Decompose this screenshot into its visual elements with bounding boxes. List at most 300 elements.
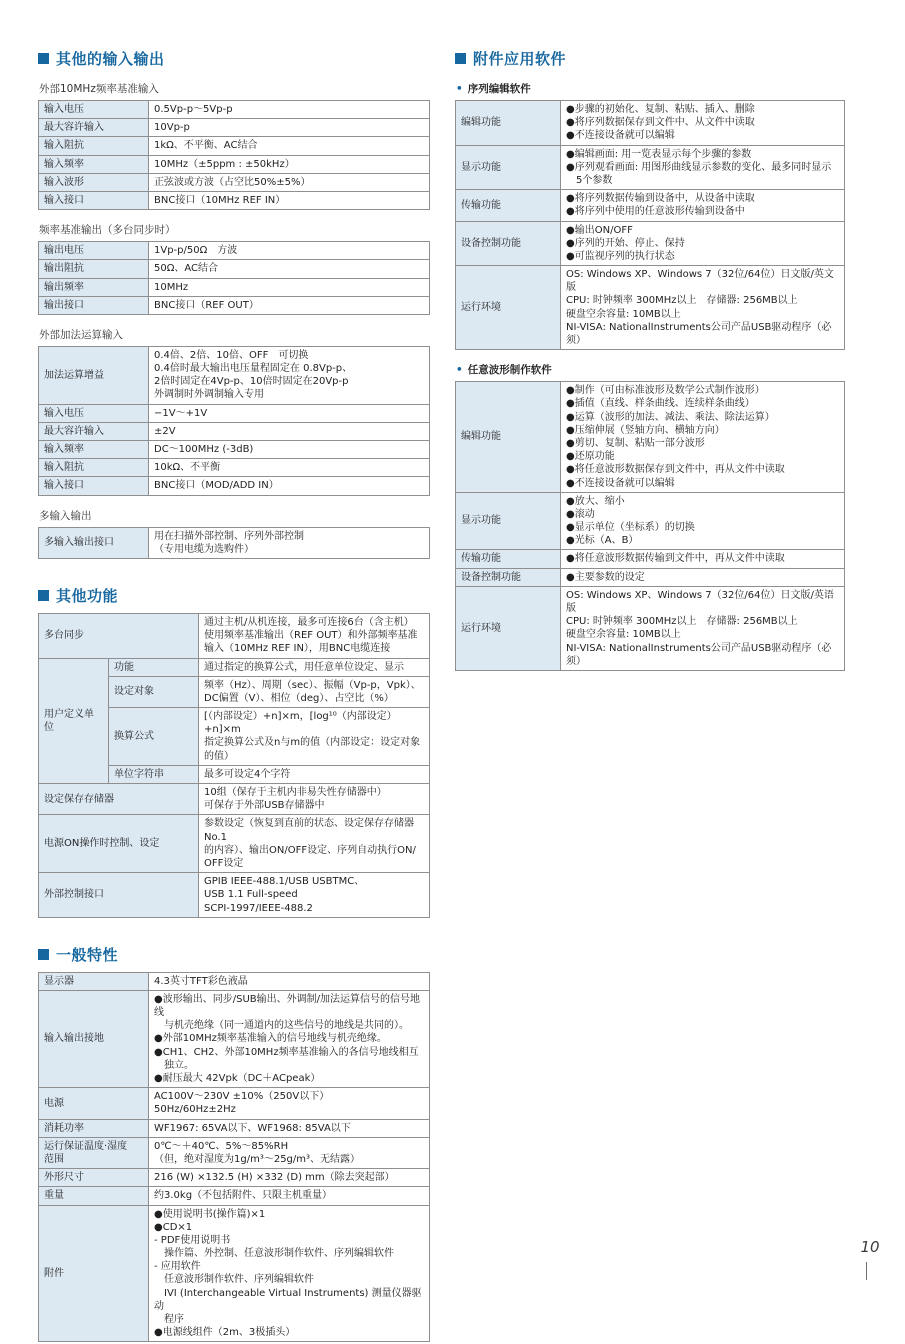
spec-label-cell bbox=[39, 658, 109, 784]
label-line: 最大容许输入 bbox=[44, 122, 104, 134]
section-marker-icon bbox=[38, 590, 49, 601]
label-line: 输入频率 bbox=[44, 158, 84, 170]
table-row bbox=[39, 477, 430, 495]
value-line: ●CD×1 bbox=[154, 1221, 193, 1233]
right-column bbox=[455, 48, 845, 673]
spec-table bbox=[38, 241, 430, 315]
section-title bbox=[455, 48, 845, 69]
label-line: 运行环境 bbox=[461, 302, 501, 314]
label-line: 输出阻抗 bbox=[44, 263, 84, 275]
value-line: ●插值（直线、样条曲线、连续样条曲线） bbox=[566, 398, 755, 410]
value-line: ●序列观看画面: 用图形曲线显示参数的变化、最多同时显示 bbox=[566, 161, 832, 173]
label-line: 换算公式 bbox=[114, 730, 154, 742]
value-line: 的值） bbox=[204, 750, 234, 762]
spec-value-cell bbox=[561, 145, 845, 190]
spec-label-cell bbox=[456, 266, 561, 350]
value-line: 输入（10MHz REF IN），用BNC电缆连接 bbox=[204, 643, 391, 655]
value-line: ●将序列数据保存到文件中、从文件中读取 bbox=[566, 117, 755, 129]
spec-value-cell bbox=[149, 441, 430, 459]
label-line: 电源ON操作时控制、设定 bbox=[44, 838, 160, 850]
value-line: - 应用软件 bbox=[154, 1261, 201, 1273]
label-line: 消耗功率 bbox=[44, 1122, 84, 1134]
spec-value-cell bbox=[149, 296, 430, 314]
value-line: 硬盘空余容量: 10MB以上 bbox=[566, 629, 681, 641]
table-subtitle: 多输入输出 bbox=[39, 509, 92, 522]
value-line: 用在扫描外部控制、序列外部控制 bbox=[154, 530, 304, 542]
table-body bbox=[456, 382, 845, 671]
spec-value-cell bbox=[149, 278, 430, 296]
value-line: 约3.0kg（不包括附件、只限主机重量） bbox=[154, 1190, 333, 1202]
section-title-text: 其他功能 bbox=[56, 586, 119, 605]
spec-value-cell bbox=[149, 137, 430, 155]
value-line: ●还原功能 bbox=[566, 451, 615, 463]
spec-label-cell bbox=[456, 492, 561, 550]
value-line: 可保存于外部USB存储器中 bbox=[204, 800, 325, 812]
spec-label-cell bbox=[39, 441, 149, 459]
section-title-text: 其他的输入输出 bbox=[56, 50, 165, 68]
spec-label-cell bbox=[39, 613, 199, 658]
value-line: NI-VISA: NationalInstruments公司产品USB驱动程序（必须） bbox=[566, 321, 832, 346]
table-row bbox=[456, 550, 845, 568]
value-line: ●将任意波形数据传输到文件中，再从文件中读取 bbox=[566, 553, 785, 565]
spec-value-cell bbox=[149, 260, 430, 278]
value-line: ●电源线组件（2m、3极插头） bbox=[154, 1327, 296, 1339]
spec-value-cell bbox=[561, 492, 845, 550]
value-line: ●将序列数据传输到设备中，从设备中读取 bbox=[566, 193, 755, 205]
spec-value-cell bbox=[561, 101, 845, 146]
value-line: 通过指定的换算公式，用任意单位设定、显示 bbox=[204, 661, 404, 673]
software-subtitle bbox=[456, 81, 845, 96]
spec-table bbox=[38, 100, 430, 210]
value-line: 硬盘空余容量: 10MB以上 bbox=[566, 308, 681, 320]
label-line: 最大容许输入 bbox=[44, 425, 104, 437]
spec-value-cell bbox=[149, 155, 430, 173]
spec-value-cell bbox=[149, 191, 430, 209]
label-line: 显示功能 bbox=[461, 161, 501, 173]
label-line: 编辑功能 bbox=[461, 117, 501, 129]
value-line: OS: Windows XP、Windows 7（32位/64位）日文版/英语版 bbox=[566, 589, 834, 614]
label-line: 外形尺寸 bbox=[44, 1172, 84, 1184]
spec-value-cell bbox=[149, 404, 430, 422]
table-row bbox=[39, 1088, 430, 1119]
spec-label-cell bbox=[39, 1119, 149, 1137]
table-row bbox=[456, 586, 845, 670]
label-line: 多输入输出接口 bbox=[44, 537, 114, 549]
spec-value-cell bbox=[199, 708, 430, 766]
value-line: −1V～+1V bbox=[154, 407, 208, 419]
spec-label-cell bbox=[39, 242, 149, 260]
value-line: ●光标（A、B） bbox=[566, 535, 639, 547]
spec-value-cell bbox=[149, 527, 430, 558]
value-line: 最多可设定4个字符 bbox=[204, 768, 291, 780]
value-line: 0.5Vp-p～5Vp-p bbox=[154, 104, 233, 115]
table-row bbox=[39, 990, 430, 1087]
value-line: 10Vp-p bbox=[154, 122, 190, 134]
value-line: ●使用说明书(操作篇)×1 bbox=[154, 1208, 266, 1220]
spec-label-cell bbox=[39, 1137, 149, 1168]
spec-value-cell bbox=[149, 1187, 430, 1205]
value-line: 外调制时外调制输入专用 bbox=[154, 389, 264, 401]
table-row bbox=[39, 459, 430, 477]
value-line: BNC接口（REF OUT） bbox=[154, 299, 259, 311]
value-line: NI-VISA: NationalInstruments公司产品USB驱动程序（必须） bbox=[566, 642, 832, 667]
table-row bbox=[39, 346, 430, 404]
table-row bbox=[39, 873, 430, 918]
value-line: ●不连接设备就可以编辑 bbox=[566, 477, 675, 489]
spec-value-cell bbox=[149, 1205, 430, 1342]
section-title-text: 一般特性 bbox=[56, 945, 119, 964]
label-line: 显示功能 bbox=[461, 515, 501, 527]
spec-label-cell bbox=[39, 137, 149, 155]
value-line: ●滚动 bbox=[566, 508, 595, 520]
table-row bbox=[39, 278, 430, 296]
spec-value-cell bbox=[149, 119, 430, 137]
value-line: OS: Windows XP、Windows 7（32位/64位）日文版/英文版 bbox=[566, 269, 834, 294]
label-line: 输入波形 bbox=[44, 176, 84, 188]
label-line: 功能 bbox=[114, 661, 134, 673]
value-line: ●制作（可由标准波形及数学公式制作波形） bbox=[566, 385, 765, 397]
table-row bbox=[39, 242, 430, 260]
section-title-text: 附件应用软件 bbox=[473, 50, 567, 68]
value-line: ●波形输出、同步/SUB输出、外调制/加法运算信号的信号地线 bbox=[154, 993, 420, 1019]
spec-label-cell bbox=[109, 708, 199, 766]
spec-label-cell bbox=[456, 568, 561, 586]
section-marker-icon bbox=[38, 949, 49, 960]
value-line: ●显示单位（坐标系）的切换 bbox=[566, 522, 695, 534]
table-row bbox=[39, 137, 430, 155]
value-line: ●耐压最大 42Vpk（DC＋ACpeak） bbox=[154, 1073, 321, 1084]
value-line: 任意波形制作软件、序列编辑软件 bbox=[154, 1274, 314, 1286]
spec-label-cell bbox=[456, 145, 561, 190]
page-number: 10 bbox=[860, 1238, 880, 1256]
spec-value-cell bbox=[199, 765, 430, 783]
value-line: IVI (Interchangeable Virtual Instruments) 测量仪器驱动 bbox=[154, 1287, 422, 1312]
page-number-rule bbox=[866, 1262, 867, 1280]
label-line: 多台同步 bbox=[44, 630, 84, 642]
table-row bbox=[39, 260, 430, 278]
label-line: 输出频率 bbox=[44, 281, 84, 293]
spec-table bbox=[455, 100, 845, 350]
spec-label-cell bbox=[39, 404, 149, 422]
value-line: 操作篇、外控制、任意波形制作软件、序列编辑软件 bbox=[154, 1248, 394, 1260]
spec-value-cell bbox=[149, 1088, 430, 1119]
value-line: WF1967: 65VA以下、WF1968: 85VA以下 bbox=[154, 1122, 351, 1134]
spec-label-cell bbox=[39, 155, 149, 173]
value-line: ●放大、缩小 bbox=[566, 495, 625, 507]
spec-table bbox=[38, 346, 430, 496]
value-line: 10MHz（±5ppm : ±50kHz） bbox=[154, 158, 295, 170]
software-subtitle-text: 序列编辑软件 bbox=[467, 83, 531, 95]
spec-label-cell bbox=[39, 459, 149, 477]
value-line: 频率（Hz）、周期（sec）、振幅（Vp-p，Vpk）、 bbox=[204, 679, 421, 691]
value-line: ●不连接设备就可以编辑 bbox=[566, 130, 675, 142]
table-row bbox=[39, 1169, 430, 1187]
spec-table bbox=[455, 381, 845, 671]
spec-value-cell bbox=[149, 459, 430, 477]
value-line: ●运算（波形的加法、减法、乘法、除法运算） bbox=[566, 411, 775, 423]
label-line: 设定保存存储器 bbox=[44, 793, 114, 805]
spec-label-cell bbox=[39, 260, 149, 278]
spec-value-cell bbox=[149, 1169, 430, 1187]
spec-value-cell bbox=[199, 658, 430, 676]
table-body bbox=[39, 346, 430, 495]
spec-value-cell bbox=[199, 676, 430, 707]
label-line: 单位字符串 bbox=[114, 768, 164, 780]
spec-value-cell bbox=[561, 221, 845, 266]
label-line: 显示器 bbox=[44, 975, 74, 987]
bullet-icon: • bbox=[456, 83, 463, 95]
value-line: 参数设定（恢复到直前的状态、设定保存存储器No.1 bbox=[204, 818, 414, 843]
spec-label-cell bbox=[456, 550, 561, 568]
table-row bbox=[456, 382, 845, 493]
spec-value-cell bbox=[199, 815, 430, 873]
table-row bbox=[456, 190, 845, 221]
table-row bbox=[39, 1137, 430, 1168]
spec-label-cell bbox=[39, 173, 149, 191]
spec-label-cell bbox=[39, 1088, 149, 1119]
value-line: AC100V～230V ±10%（250V以下） 50Hz/60Hz±2Hz bbox=[154, 1091, 345, 1116]
value-line: 0℃～＋40℃、5%～85%RH bbox=[154, 1140, 289, 1152]
table-row bbox=[39, 296, 430, 314]
table-row bbox=[39, 658, 430, 676]
value-line: 0.4倍时最大输出电压量程固定在 0.8Vp-p、 bbox=[154, 363, 353, 375]
spec-label-cell bbox=[39, 191, 149, 209]
spec-label-cell bbox=[109, 765, 199, 783]
value-line: GPIB IEEE-488.1/USB USBTMC、 bbox=[204, 876, 365, 888]
value-line: ●主要参数的设定 bbox=[566, 571, 645, 583]
table-row bbox=[39, 404, 430, 422]
value-line: ±2V bbox=[154, 425, 176, 437]
left-column bbox=[38, 48, 430, 1344]
label-line: 输入电压 bbox=[44, 104, 84, 115]
table-row bbox=[39, 101, 430, 119]
spec-label-cell bbox=[39, 422, 149, 440]
value-line: 0.4倍、2倍、10倍、OFF 可切换 bbox=[154, 349, 309, 361]
spec-label-cell bbox=[39, 1169, 149, 1187]
value-line: 10kΩ、不平衡 bbox=[154, 462, 221, 474]
value-line: ●编辑画面: 用一览表显示每个步骤的参数 bbox=[566, 148, 752, 160]
value-line: 10MHz bbox=[154, 281, 189, 293]
label-line: 设定对象 bbox=[114, 686, 154, 698]
label-line: 编辑功能 bbox=[461, 431, 501, 443]
table-row bbox=[39, 784, 430, 815]
label-line: 范围 bbox=[44, 1153, 64, 1165]
table-row bbox=[39, 613, 430, 658]
spec-label-cell bbox=[39, 784, 199, 815]
table-subtitle: 频率基准输出（多台同步时） bbox=[39, 224, 176, 237]
spec-label-cell bbox=[39, 972, 149, 990]
label-line: 加法运算增益 bbox=[44, 369, 104, 381]
table-row bbox=[39, 1205, 430, 1342]
table-row bbox=[39, 173, 430, 191]
table-row bbox=[39, 119, 430, 137]
table-row bbox=[39, 441, 430, 459]
spec-value-cell bbox=[149, 101, 430, 119]
spec-label-cell bbox=[456, 101, 561, 146]
spec-label-cell bbox=[39, 1205, 149, 1342]
value-line: CPU: 时钟频率 300MHz以上 存储器: 256MB以上 bbox=[566, 616, 798, 628]
value-line: ●可监视序列的执行状态 bbox=[566, 250, 675, 262]
label-line: 输出接口 bbox=[44, 299, 84, 311]
value-line: [（内部设定）+n]×m，[log¹⁰（内部设定）+n]×m bbox=[204, 711, 397, 736]
label-line: 输入阻抗 bbox=[44, 140, 84, 152]
spec-value-cell bbox=[199, 784, 430, 815]
label-line: 输出电压 bbox=[44, 245, 84, 257]
spec-value-cell bbox=[149, 173, 430, 191]
label-line: 传输功能 bbox=[461, 199, 501, 211]
spec-value-cell bbox=[561, 586, 845, 670]
label-line: 运行保证温度·湿度 bbox=[44, 1140, 128, 1152]
value-line: ●外部10MHz频率基准输入的信号地线与机壳绝缘。 bbox=[154, 1033, 387, 1045]
spec-label-cell bbox=[456, 190, 561, 221]
spec-value-cell bbox=[199, 873, 430, 918]
table-body bbox=[39, 613, 430, 917]
value-line: DC偏置（V）、相位（deg）、占空比（%） bbox=[204, 692, 394, 704]
bullet-icon: • bbox=[456, 364, 463, 377]
value-line: 5个参数 bbox=[566, 174, 613, 186]
spec-label-cell bbox=[39, 101, 149, 119]
table-row bbox=[39, 191, 430, 209]
spec-value-cell bbox=[149, 972, 430, 990]
section-title bbox=[38, 585, 430, 606]
value-line: ●将任意波形数据保存到文件中，再从文件中读取 bbox=[566, 464, 785, 476]
spec-value-cell bbox=[561, 550, 845, 568]
value-line: 10组（保存于主机内非易失性存储器中） bbox=[204, 787, 387, 798]
spec-value-cell bbox=[199, 613, 430, 658]
spec-label-cell bbox=[39, 477, 149, 495]
label-line: 外部控制接口 bbox=[44, 889, 104, 901]
spec-label-cell bbox=[39, 278, 149, 296]
table-body bbox=[456, 101, 845, 350]
spec-value-cell bbox=[561, 190, 845, 221]
spec-table bbox=[38, 613, 430, 918]
table-row bbox=[456, 266, 845, 350]
spec-label-cell bbox=[39, 1187, 149, 1205]
spec-value-cell bbox=[149, 346, 430, 404]
value-line: （但，绝对湿度为1g/m³～25g/m³、无结露） bbox=[154, 1153, 361, 1165]
spec-value-cell bbox=[149, 990, 430, 1087]
table-row bbox=[456, 101, 845, 146]
value-line: DC～100MHz (-3dB) bbox=[154, 444, 254, 455]
spec-label-cell bbox=[456, 221, 561, 266]
value-line: ●CH1、CH2、外部10MHz频率基准输入的各信号地线相互 bbox=[154, 1046, 419, 1058]
label-line: 输入电压 bbox=[44, 407, 84, 419]
value-line: BNC接口（10MHz REF IN） bbox=[154, 194, 286, 206]
label-line: 传输功能 bbox=[461, 553, 501, 565]
spec-value-cell bbox=[149, 242, 430, 260]
section-marker-icon bbox=[455, 53, 466, 64]
table-row bbox=[39, 972, 430, 990]
value-line: 2倍时固定在4Vp-p、10倍时固定在20Vp-p bbox=[154, 376, 349, 388]
spec-label-cell bbox=[456, 382, 561, 493]
value-line: ●剪切、复制、粘贴一部分波形 bbox=[566, 437, 705, 449]
spec-table bbox=[38, 527, 430, 559]
value-line: ●序列的开始、停止、保持 bbox=[566, 237, 685, 249]
software-subtitle bbox=[456, 362, 845, 377]
value-line: - PDF使用说明书 bbox=[154, 1234, 231, 1246]
table-body bbox=[39, 972, 430, 1342]
label-line: 设备控制功能 bbox=[461, 571, 521, 583]
spec-value-cell bbox=[561, 382, 845, 493]
label-line: 输入阻抗 bbox=[44, 462, 84, 474]
value-line: CPU: 时钟频率 300MHz以上 存储器: 256MB以上 bbox=[566, 295, 798, 307]
spec-label-cell bbox=[39, 990, 149, 1087]
value-line: 独立。 bbox=[154, 1059, 194, 1071]
spec-label-cell bbox=[39, 873, 199, 918]
label-line: 输入接口 bbox=[44, 194, 84, 206]
label-line: 输入输出接地 bbox=[44, 1033, 104, 1045]
spec-value-cell bbox=[149, 477, 430, 495]
label-line: 重量 bbox=[44, 1190, 64, 1202]
spec-label-cell bbox=[109, 658, 199, 676]
value-line: 50Ω、AC结合 bbox=[154, 263, 219, 275]
value-line: USB 1.1 Full-speed bbox=[204, 889, 298, 901]
table-row bbox=[39, 422, 430, 440]
spec-value-cell bbox=[149, 1137, 430, 1168]
table-subtitle: 外部10MHz频率基准输入 bbox=[39, 83, 159, 95]
spec-table bbox=[38, 972, 430, 1343]
table-body bbox=[39, 527, 430, 558]
value-line: 的内容）、输出ON/OFF设定、序列自动执行ON/ bbox=[204, 844, 416, 856]
label-line: 用户定义单位 bbox=[44, 708, 94, 733]
value-line: SCPI-1997/IEEE-488.2 bbox=[204, 902, 313, 914]
value-line: ●将序列中使用的任意波形传输到设备中 bbox=[566, 206, 745, 218]
value-line: 通过主机/从机连接，最多可连接6台（含主机） bbox=[204, 616, 414, 628]
section-title bbox=[38, 48, 430, 69]
spec-label-cell bbox=[39, 296, 149, 314]
label-line: 运行环境 bbox=[461, 622, 501, 634]
table-row bbox=[456, 145, 845, 190]
value-line: 使用频率基准输出（REF OUT）和外部频率基准 bbox=[204, 630, 418, 642]
value-line: BNC接口（MOD/ADD IN） bbox=[154, 480, 279, 492]
table-row bbox=[39, 815, 430, 873]
table-row bbox=[456, 221, 845, 266]
value-line: 1Vp-p/50Ω 方波 bbox=[154, 245, 238, 257]
label-line: 输入频率 bbox=[44, 444, 84, 455]
label-line: 设备控制功能 bbox=[461, 237, 521, 249]
value-line: 指定换算公式及n与m的值（内部设定：设定对象 bbox=[204, 737, 421, 749]
table-row bbox=[39, 527, 430, 558]
value-line: ●输出ON/OFF bbox=[566, 224, 633, 236]
spec-value-cell bbox=[149, 422, 430, 440]
spec-label-cell bbox=[39, 815, 199, 873]
spec-value-cell bbox=[561, 568, 845, 586]
software-subtitle-text: 任意波形制作软件 bbox=[467, 364, 552, 377]
spec-label-cell bbox=[39, 119, 149, 137]
spec-value-cell bbox=[149, 1119, 430, 1137]
value-line: 正弦波或方波（占空比50%±5%） bbox=[154, 176, 311, 188]
spec-label-cell bbox=[39, 346, 149, 404]
value-line: 与机壳绝缘（同一通道内的这些信号的地线是共同的）。 bbox=[154, 1020, 409, 1032]
label-line: 附件 bbox=[44, 1267, 64, 1279]
section-title bbox=[38, 944, 430, 965]
value-line: ●步骤的初始化、复制、粘贴、插入、删除 bbox=[566, 104, 755, 115]
value-line: （专用电缆为选购件） bbox=[154, 543, 254, 555]
spec-label-cell bbox=[456, 586, 561, 670]
table-row bbox=[39, 1119, 430, 1137]
table-row bbox=[456, 492, 845, 550]
table-body bbox=[39, 242, 430, 315]
table-row bbox=[39, 155, 430, 173]
table-row bbox=[456, 568, 845, 586]
value-line: ●压缩伸展（竖轴方向、横轴方向） bbox=[566, 424, 725, 436]
table-subtitle: 外部加法运算输入 bbox=[39, 328, 123, 341]
spec-value-cell bbox=[561, 266, 845, 350]
value-line: OFF设定 bbox=[204, 857, 244, 869]
table-body bbox=[39, 101, 430, 210]
spec-label-cell bbox=[39, 527, 149, 558]
label-line: 输入接口 bbox=[44, 480, 84, 492]
